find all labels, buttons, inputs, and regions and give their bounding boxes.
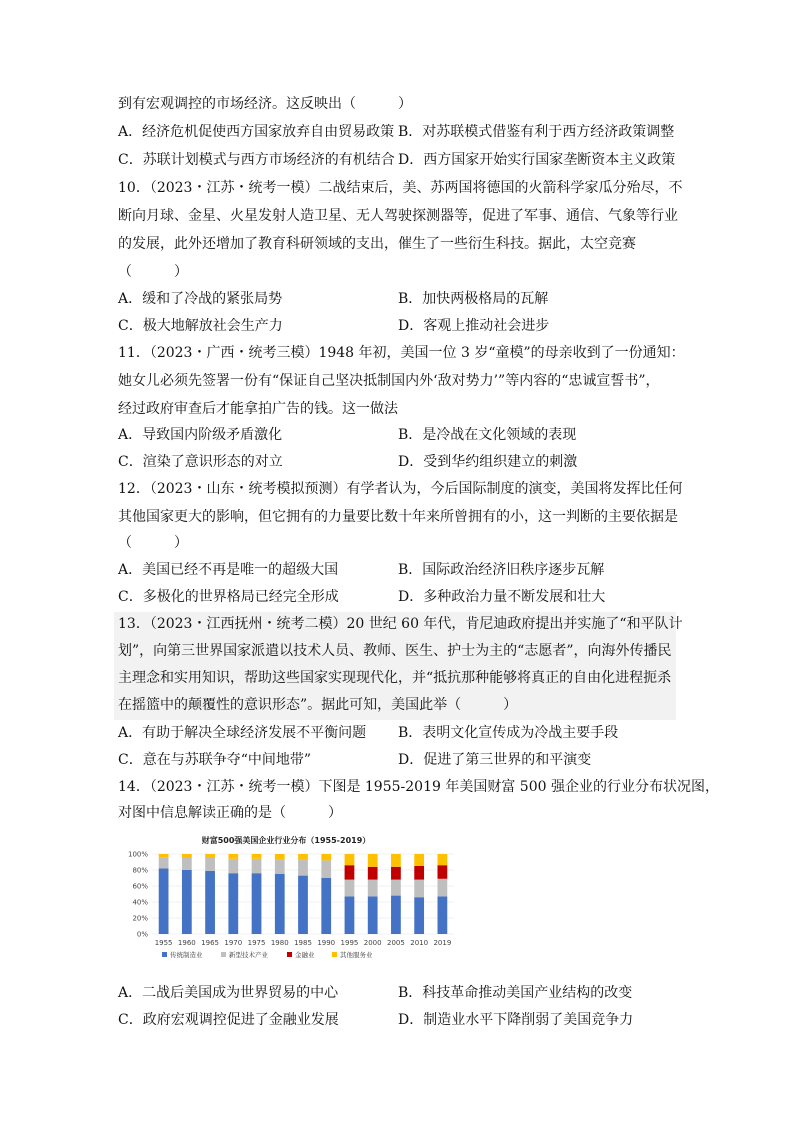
chart-bar-segment xyxy=(182,870,192,934)
chart-bar-segment xyxy=(228,859,238,873)
q13-stem-line: 13．（2023・江西抚州・统考二模）20 世纪 60 年代，肯尼迪政府提出并实施了“和平队计 xyxy=(118,616,683,632)
q12-option-d[interactable]: D．多种政治力量不断发展和壮大 xyxy=(398,589,606,605)
chart-bar-segment xyxy=(252,854,262,859)
chart-x-tick-label: 2005 xyxy=(387,939,405,947)
q10-stem-line: 的发展，此外还增加了教育科研领域的支出，催生了一些衍生科技。据此，太空竞赛 xyxy=(118,236,636,252)
q12-answer-blank: （ ） xyxy=(118,535,188,551)
q13-option-a[interactable]: A．有助于解决全球经济发展不平衡问题 xyxy=(118,725,367,741)
chart-y-tick-label: 60% xyxy=(132,882,148,891)
q11-stem-line: 她女儿必须先签署一份有“保证自己坚决抵制国内外‘敌对势力’”等内容的“忠诚宣誓书”， xyxy=(118,373,660,389)
chart-x-tick-label: 1960 xyxy=(177,939,196,947)
chart-bar-segment xyxy=(228,873,238,934)
q14-option-d[interactable]: D．制造业水平下降削弱了美国竞争力 xyxy=(398,1012,634,1028)
q9-stem-tail: 到有宏观调控的市场经济。这反映出（ ） xyxy=(118,96,412,112)
chart-bar-segment xyxy=(252,859,262,873)
q12-stem-line: 12．（2023・山东・统考模拟预测）有学者认为，今后国际制度的演变，美国将发挥比任何 xyxy=(118,481,683,497)
q11-option-a[interactable]: A．导致国内阶级矛盾激化 xyxy=(118,427,283,443)
chart-bar-segment xyxy=(298,860,308,876)
chart-legend-swatch xyxy=(221,952,226,957)
q9-option-c[interactable]: C．苏联计划模式与西方市场经济的有机结合 xyxy=(118,152,395,168)
q9-option-b[interactable]: B．对苏联模式借鉴有利于西方经济政策调整 xyxy=(398,124,675,140)
chart-bar-segment xyxy=(205,871,215,934)
q12-option-b[interactable]: B．国际政治经济旧秩序逐步瓦解 xyxy=(398,562,605,578)
chart-bar-segment xyxy=(345,896,355,934)
chart-bar-segment xyxy=(321,860,331,878)
chart-bar-segment xyxy=(159,854,169,857)
chart-bar-segment xyxy=(252,873,262,934)
chart-bar-segment xyxy=(345,865,355,879)
chart-bar-segment xyxy=(228,854,238,859)
chart-bar-segment xyxy=(438,879,448,897)
chart-x-tick-label: 2000 xyxy=(363,939,382,947)
chart-bar-segment xyxy=(368,896,378,934)
q10-option-a[interactable]: A．缓和了冷战的紧张局势 xyxy=(118,291,283,307)
q10-option-d[interactable]: D．客观上推动社会进步 xyxy=(398,318,550,334)
chart-bar-segment xyxy=(321,878,331,934)
chart-bar-segment xyxy=(182,858,192,870)
chart-bar-segment xyxy=(391,896,401,934)
chart-legend-label: 金融业 xyxy=(295,951,315,959)
chart-legend-label: 其他服务业 xyxy=(340,951,373,959)
q13-stem-line: 划”，向第三世界国家派遣以技术人员、教师、医生、护士为主的“志愿者”，向海外传播民 xyxy=(118,643,672,659)
chart-y-tick-label: 100% xyxy=(127,850,148,859)
q10-option-c[interactable]: C．极大地解放社会生产力 xyxy=(118,318,283,334)
chart-bar-segment xyxy=(159,857,169,868)
q13-stem-line: 在摇篮中的颠覆性的意识形态”。据此可知，美国此举（ ） xyxy=(118,697,518,713)
q12-option-c[interactable]: C．多极化的世界格局已经完全形成 xyxy=(118,589,339,605)
q12-option-a[interactable]: A．美国已经不再是唯一的超级大国 xyxy=(118,562,339,578)
chart-title: 财富500强美国企业行业分布（1955-2019） xyxy=(201,836,371,845)
chart-x-tick-label: 1965 xyxy=(201,939,219,947)
chart-x-tick-label: 1985 xyxy=(294,939,312,947)
chart-bar-segment xyxy=(345,880,355,897)
chart-legend-swatch xyxy=(332,952,337,957)
chart-bar-segment xyxy=(205,858,215,871)
chart-y-tick-label: 0% xyxy=(136,930,148,939)
chart-bar-segment xyxy=(414,866,424,880)
q10-option-b[interactable]: B．加快两极格局的瓦解 xyxy=(398,291,549,307)
chart-bar-segment xyxy=(438,865,448,879)
chart-x-tick-label: 1975 xyxy=(247,939,266,947)
chart-x-tick-label: 2019 xyxy=(433,939,452,947)
q10-answer-blank: （ ） xyxy=(118,264,188,280)
q11-option-b[interactable]: B．是冷战在文化领域的表现 xyxy=(398,427,577,443)
q11-option-c[interactable]: C．渲染了意识形态的对立 xyxy=(118,454,283,470)
q14-stem-line: 对图中信息解读正确的是（ ） xyxy=(118,805,342,821)
chart-legend-label: 传统制造业 xyxy=(170,951,203,959)
q13-option-d[interactable]: D．促进了第三世界的和平演变 xyxy=(398,752,592,768)
chart-bar-segment xyxy=(368,880,378,897)
chart-bar-segment xyxy=(345,854,355,865)
q11-stem-line: 经过政府审查后才能拿拍广告的钱。这一做法 xyxy=(118,401,398,417)
chart-legend-swatch xyxy=(162,952,167,957)
chart-bar-segment xyxy=(414,897,424,934)
chart-y-tick-label: 80% xyxy=(132,866,148,875)
chart-bar-segment xyxy=(391,880,401,896)
q9-option-a[interactable]: A．经济危机促使西方国家放弃自由贸易政策 xyxy=(118,124,395,140)
chart-bar-segment xyxy=(275,874,285,934)
chart-legend-label: 新型技术产业 xyxy=(229,951,268,959)
q9-option-d[interactable]: D．西方国家开始实行国家垄断资本主义政策 xyxy=(398,152,676,168)
chart-x-tick-label: 2010 xyxy=(410,939,429,947)
chart-x-tick-label: 1990 xyxy=(317,939,336,947)
chart-bar-segment xyxy=(414,854,424,866)
q10-stem-line: 10．（2023・江苏・统考一模）二战结束后，美、苏两国将德国的火箭科学家瓜分殆尽，不 xyxy=(118,180,683,196)
q14-option-a[interactable]: A．二战后美国成为世界贸易的中心 xyxy=(118,985,339,1001)
chart-bar-segment xyxy=(275,860,285,874)
chart-bar-segment xyxy=(321,854,331,860)
q10-stem-line: 断向月球、金星、火星发射人造卫星、无人驾驶探测器等，促进了军事、通信、气象等行业 xyxy=(118,208,678,224)
chart-bar-segment xyxy=(368,854,378,867)
chart-legend-swatch xyxy=(287,952,292,957)
chart-bar-segment xyxy=(159,868,169,934)
chart-bar-segment xyxy=(182,854,192,858)
q12-stem-line: 其他国家更大的影响，但它拥有的力量要比数十年来所曾拥有的小，这一判断的主要依据是 xyxy=(118,509,678,525)
chart-y-tick-label: 20% xyxy=(132,914,148,923)
chart-bar-segment xyxy=(205,854,215,858)
chart-y-tick-label: 40% xyxy=(132,898,148,907)
chart-bar-segment xyxy=(391,854,401,867)
industry-distribution-chart xyxy=(122,830,462,966)
chart-bar-segment xyxy=(438,854,448,865)
chart-bar-segment xyxy=(298,876,308,934)
q13-stem-line: 主理念和实用知识，帮助这些国家实现现代化，并“抵抗那种能够将真正的自由化进程扼杀 xyxy=(118,670,672,686)
chart-x-tick-label: 1980 xyxy=(270,939,289,947)
chart-bar-segment xyxy=(298,854,308,860)
chart-bar-segment xyxy=(391,867,401,880)
q11-stem-line: 11．（2023・广西・统考三模）1948 年初，美国一位 3 岁“童模”的母亲收到了一份通知： xyxy=(118,345,685,361)
chart-bar-segment xyxy=(368,867,378,880)
chart-x-tick-label: 1995 xyxy=(340,939,359,947)
chart-bar-segment xyxy=(438,896,448,934)
chart-bar-segment xyxy=(275,854,285,860)
q13-option-c[interactable]: C．意在与苏联争夺“中间地带” xyxy=(118,752,312,768)
q11-option-d[interactable]: D．受到华约组织建立的刺激 xyxy=(398,454,578,470)
q14-option-b[interactable]: B．科技革命推动美国产业结构的改变 xyxy=(398,985,633,1001)
chart-bar-segment xyxy=(414,880,424,898)
q13-option-b[interactable]: B．表明文化宣传成为冷战主要手段 xyxy=(398,725,619,741)
chart-x-tick-label: 1970 xyxy=(224,939,243,947)
chart-x-tick-label: 1955 xyxy=(154,939,173,947)
q14-stem-line: 14．（2023・江苏・统考一模）下图是 1955-2019 年美国财富 500 强企业的行业分布状况图， xyxy=(118,779,719,795)
q14-option-c[interactable]: C．政府宏观调控促进了金融业发展 xyxy=(118,1012,339,1028)
